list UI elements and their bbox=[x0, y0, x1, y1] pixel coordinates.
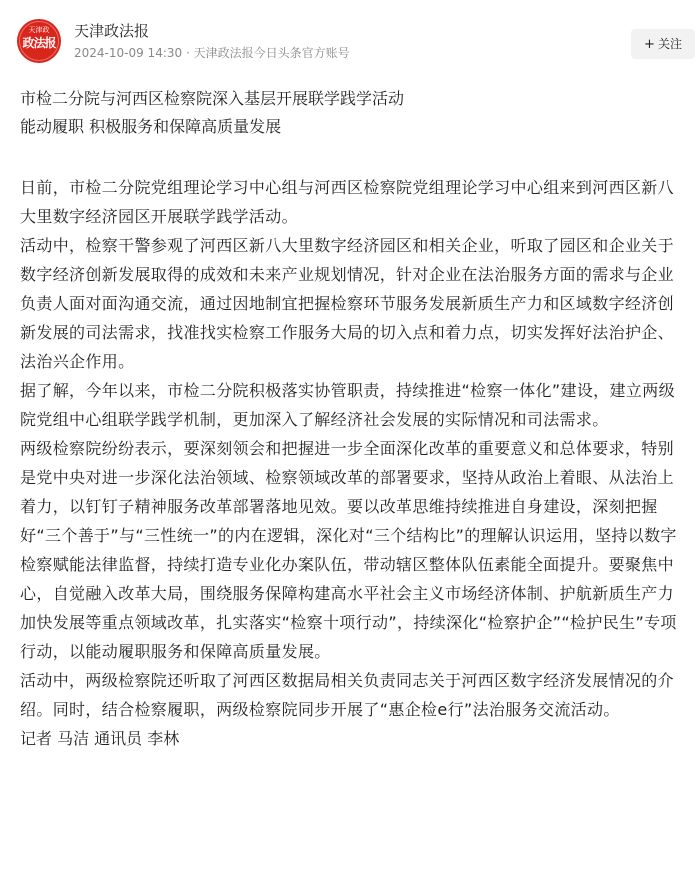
title-line-2: 能动履职 积极服务和保障高质量发展 bbox=[20, 117, 282, 136]
avatar[interactable] bbox=[17, 19, 61, 63]
follow-label: 关注 bbox=[657, 37, 682, 51]
author-name[interactable]: 天津政法报 bbox=[74, 22, 150, 40]
paragraph-5: 活动中，两级检察院还听取了河西区数据局相关负责同志关于河西区数字经济发展情况的介绍。同时，结合检察履职，两级检察院同步开展了“惠企检e行”法治服务交流活动。 bbox=[20, 671, 675, 719]
title-line-1: 市检二分院与河西区检察院深入基层开展联学践学活动 bbox=[20, 89, 405, 108]
paragraph-2: 活动中，检察干警参观了河西区新八大里数字经济园区和相关企业，听取了园区和企业关于数字经济创新发展取得的成效和未来产业规划情况，针对企业在法治服务方面的需求与企业负责人面对面沟通交流，通过因地制宜把握检察环节服务发展新质生产力和区域数字经济创新发展的司法需求，找准找实检察工作服务大局的切入点和着力点，切实发挥好法治护企、法治兴企作用。 bbox=[20, 236, 675, 371]
byline: 记者 马洁 通讯员 李林 bbox=[20, 729, 180, 748]
publish-meta: 2024-10-09 14:30 · 天津政法报今日头条官方账号 bbox=[74, 46, 350, 60]
plus-icon: + bbox=[644, 37, 655, 52]
paragraph-3: 据了解，今年以来，市检二分院积极落实协管职责，持续推进“检察一体化”建设，建立两级院党组中心组联学践学机制，更加深入了解经济社会发展的实际情况和司法需求。 bbox=[20, 381, 675, 429]
article-body bbox=[20, 173, 688, 753]
paragraph-1: 日前，市检二分院党组理论学习中心组与河西区检察院党组理论学习中心组来到河西区新八大里数字经济园区开展联学践学活动。 bbox=[20, 178, 675, 226]
article-header bbox=[0, 0, 698, 72]
follow-button[interactable] bbox=[631, 29, 695, 59]
paragraph-4: 两级检察院纷纷表示，要深刻领会和把握进一步全面深化改革的重要意义和总体要求，特别是党中央对进一步深化法治领域、检察领域改革的部署要求，坚持从政治上着眼、从法治上着力，以钉钉子精神服务改革部署落地见效。要以改革思维持续推进自身建设，深刻把握好“三个善于”与“三性统一”的内在逻辑，深化对“三个结构比”的理解认识运用，坚持以数字检察赋能法律监督，持续打造专业化办案队伍，带动辖区整体队伍素能全面提升。要聚焦中心，自觉融入改革大局，围绕服务保障构建高水平社会主义市场经济体制、护航新质生产力加快发展等重点领域改革，扎实落实“检察十项行动”，持续深化“检察护企”“检护民生”专项行动，以能动履职服务和保障高质量发展。 bbox=[20, 439, 677, 661]
avatar-logo-text: 政法报 bbox=[22, 36, 56, 50]
article-title bbox=[20, 85, 680, 141]
avatar-logo-top-text: 天津政 bbox=[28, 26, 50, 34]
